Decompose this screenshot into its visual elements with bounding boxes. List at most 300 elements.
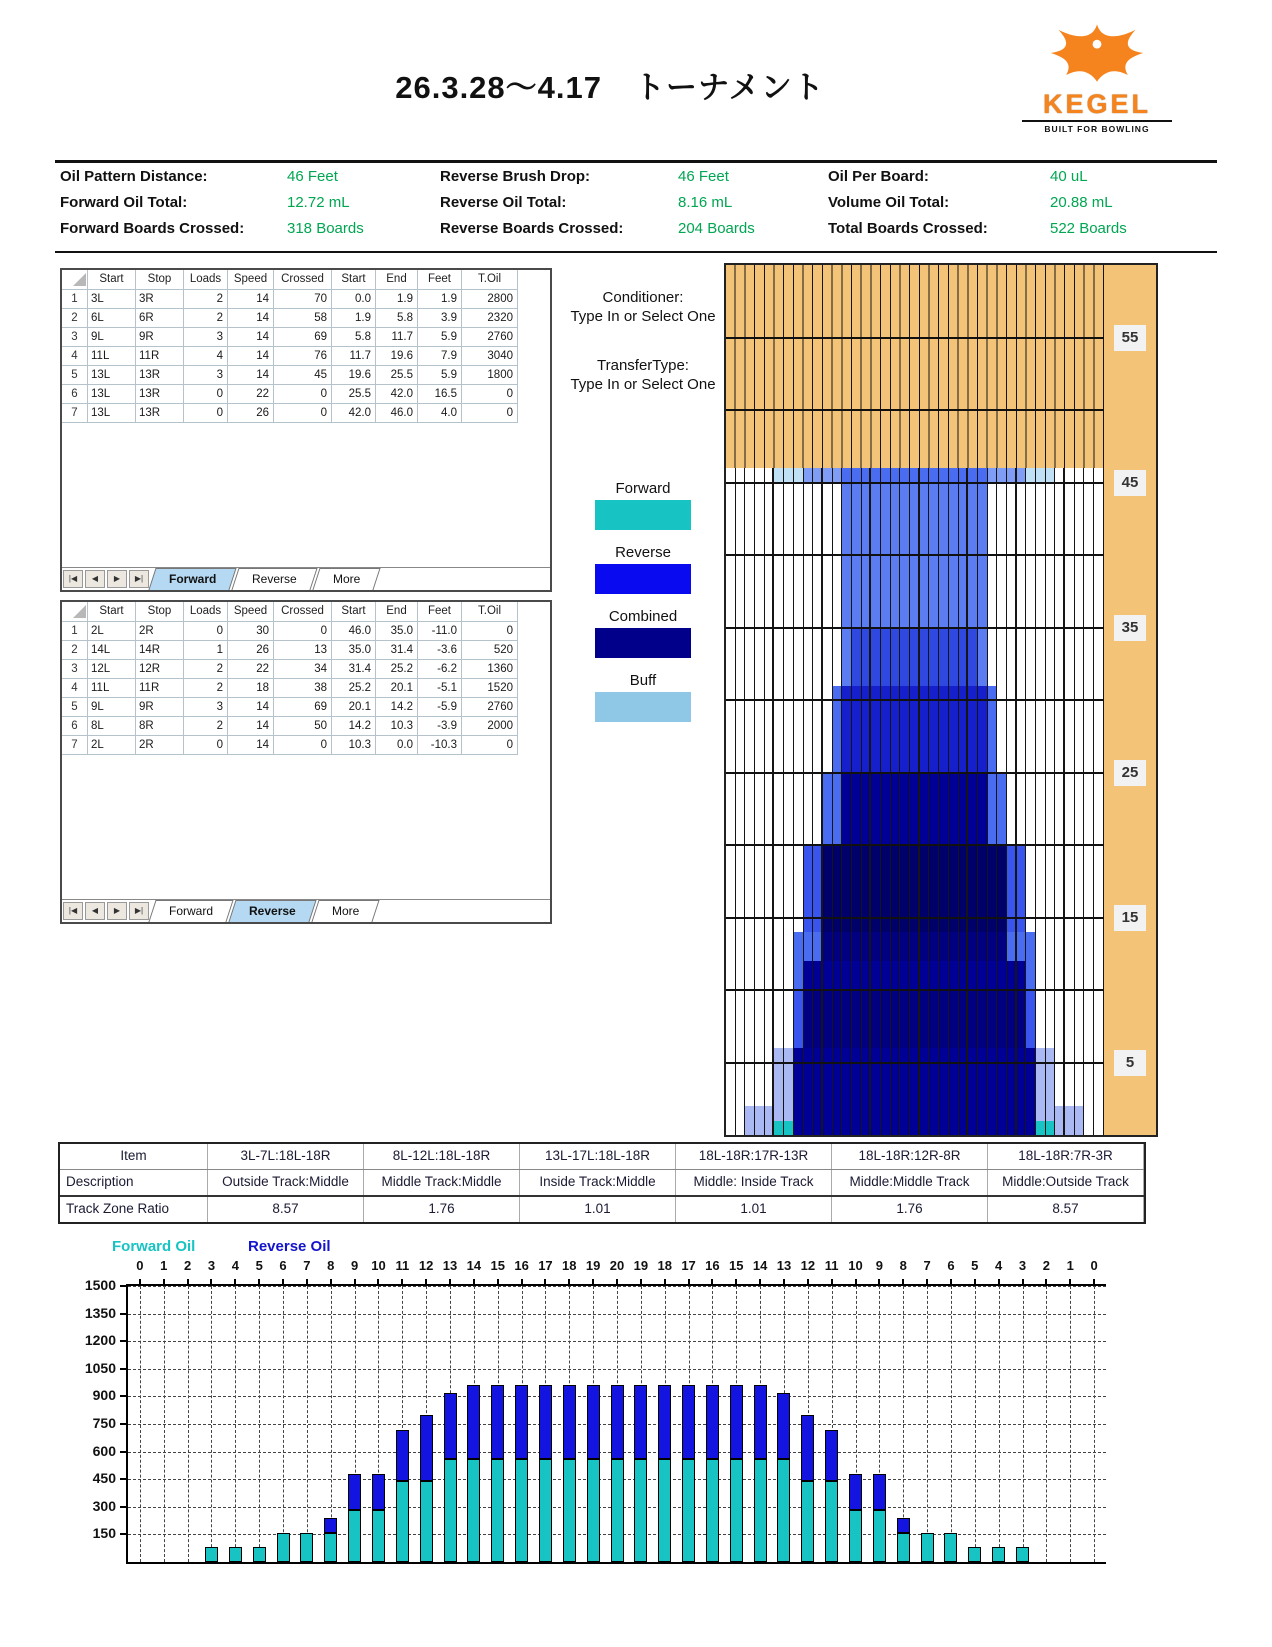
gridline-v bbox=[975, 1286, 976, 1562]
lane-cell bbox=[959, 874, 969, 889]
cell[interactable]: 38 bbox=[274, 679, 332, 698]
cell[interactable]: 9R bbox=[136, 328, 184, 347]
conditioner-field[interactable] bbox=[558, 288, 728, 326]
lane-cell bbox=[988, 1121, 998, 1136]
sheet-nav-button[interactable]: ◀ bbox=[85, 570, 105, 588]
cell[interactable]: 14 bbox=[228, 366, 274, 385]
lane-cell bbox=[910, 773, 920, 788]
lane-cell bbox=[745, 947, 755, 962]
tab-more[interactable] bbox=[312, 568, 380, 590]
cell[interactable]: 18 bbox=[228, 679, 274, 698]
lane-cell bbox=[726, 613, 736, 628]
row-number[interactable]: 2 bbox=[62, 309, 88, 328]
lane-cell bbox=[949, 468, 959, 483]
lane-cell bbox=[852, 729, 862, 744]
lane-cell bbox=[852, 700, 862, 715]
lane-cell bbox=[968, 628, 978, 643]
cell[interactable]: 5.8 bbox=[332, 328, 376, 347]
cell[interactable]: 5.9 bbox=[418, 366, 462, 385]
row-number[interactable]: 3 bbox=[62, 660, 88, 679]
cell[interactable]: 69 bbox=[274, 698, 332, 717]
lane-5ft-line bbox=[726, 844, 1104, 846]
cell[interactable]: -10.3 bbox=[418, 736, 462, 755]
cell[interactable]: 46.0 bbox=[376, 404, 418, 423]
column-header[interactable]: Crossed bbox=[274, 602, 332, 622]
lane-cell bbox=[745, 787, 755, 802]
cell[interactable]: 13L bbox=[88, 366, 136, 385]
column-header[interactable]: Start bbox=[332, 602, 376, 622]
column-header[interactable]: End bbox=[376, 270, 418, 290]
gridline-v bbox=[1046, 1286, 1047, 1562]
legend-swatch bbox=[595, 564, 691, 594]
lane-cell bbox=[1026, 845, 1036, 860]
lane-cell bbox=[813, 990, 823, 1005]
cell[interactable]: 70 bbox=[274, 290, 332, 309]
cell[interactable]: 14R bbox=[136, 641, 184, 660]
cell[interactable]: 34 bbox=[274, 660, 332, 679]
lane-cell bbox=[910, 990, 920, 1005]
cell[interactable]: 14 bbox=[228, 328, 274, 347]
cell[interactable]: 35.0 bbox=[376, 622, 418, 641]
lane-cell bbox=[784, 773, 794, 788]
cell[interactable]: 3.9 bbox=[418, 309, 462, 328]
cell[interactable]: 13 bbox=[274, 641, 332, 660]
lane-cell bbox=[745, 976, 755, 991]
cell[interactable]: 2L bbox=[88, 622, 136, 641]
cell[interactable]: 14 bbox=[228, 347, 274, 366]
cell[interactable]: 22 bbox=[228, 385, 274, 404]
cell[interactable]: 2R bbox=[136, 622, 184, 641]
lane-cell bbox=[871, 860, 881, 875]
cell[interactable]: 22 bbox=[228, 660, 274, 679]
cell[interactable]: 0 bbox=[274, 622, 332, 641]
lane-cell bbox=[736, 889, 746, 904]
tab-forward[interactable] bbox=[148, 568, 236, 590]
sheet-nav-button[interactable]: |◀ bbox=[63, 570, 83, 588]
lane-cell bbox=[1055, 1121, 1065, 1136]
sheet-nav-button[interactable]: ▶| bbox=[129, 570, 149, 588]
cell[interactable]: 50 bbox=[274, 717, 332, 736]
cell[interactable]: 14 bbox=[228, 736, 274, 755]
cell[interactable]: 2L bbox=[88, 736, 136, 755]
lane-cell bbox=[997, 1034, 1007, 1049]
cell[interactable]: 3040 bbox=[462, 347, 518, 366]
lane-cell bbox=[745, 802, 755, 817]
lane-cell bbox=[862, 642, 872, 657]
row-number[interactable]: 5 bbox=[62, 698, 88, 717]
lane-cell bbox=[784, 802, 794, 817]
cell[interactable]: 14.2 bbox=[332, 717, 376, 736]
lane-cell bbox=[755, 541, 765, 556]
cell[interactable]: 0 bbox=[184, 622, 228, 641]
cell[interactable]: 1360 bbox=[462, 660, 518, 679]
cell[interactable]: -11.0 bbox=[418, 622, 462, 641]
lane-cell bbox=[852, 1063, 862, 1078]
cell[interactable]: 8R bbox=[136, 717, 184, 736]
lane-cell bbox=[1017, 729, 1027, 744]
lane-cell bbox=[988, 1063, 998, 1078]
cell[interactable]: 1.9 bbox=[332, 309, 376, 328]
stat-label: Oil Per Board: bbox=[828, 168, 929, 185]
bar-forward bbox=[444, 1459, 457, 1562]
cell[interactable]: 58 bbox=[274, 309, 332, 328]
transfer-value[interactable]: Type In or Select One bbox=[570, 376, 716, 393]
lane-cell bbox=[881, 1019, 891, 1034]
lane-cell bbox=[1036, 758, 1046, 773]
lane-cell bbox=[978, 526, 988, 541]
conditioner-value[interactable]: Type In or Select One bbox=[570, 308, 716, 325]
cell[interactable]: 2 bbox=[184, 290, 228, 309]
cell[interactable]: -5.9 bbox=[418, 698, 462, 717]
cell[interactable]: 5.8 bbox=[376, 309, 418, 328]
cell[interactable]: 0 bbox=[462, 404, 518, 423]
lane-cell bbox=[1094, 1005, 1104, 1020]
lane-cell bbox=[1055, 816, 1065, 831]
lane-cell bbox=[959, 932, 969, 947]
lane-cell bbox=[1036, 541, 1046, 556]
lane-cell bbox=[1007, 599, 1017, 614]
lane-cell bbox=[959, 1005, 969, 1020]
lane-cell bbox=[1055, 918, 1065, 933]
cell[interactable]: 16.5 bbox=[418, 385, 462, 404]
cell[interactable]: 11L bbox=[88, 679, 136, 698]
row-number[interactable]: 1 bbox=[62, 290, 88, 309]
sheet-nav-button[interactable]: ▶ bbox=[107, 902, 127, 920]
cell[interactable]: 14 bbox=[228, 717, 274, 736]
cell[interactable]: 12L bbox=[88, 660, 136, 679]
bar-reverse bbox=[396, 1430, 409, 1482]
lane-cell bbox=[755, 512, 765, 527]
cell[interactable]: 0 bbox=[184, 736, 228, 755]
lane-cell bbox=[833, 918, 843, 933]
cell[interactable]: 2760 bbox=[462, 328, 518, 347]
row-number[interactable]: 6 bbox=[62, 717, 88, 736]
gridline-v bbox=[188, 1286, 189, 1562]
cell[interactable]: 9L bbox=[88, 328, 136, 347]
cell[interactable]: 0 bbox=[462, 736, 518, 755]
row-number[interactable]: 4 bbox=[62, 679, 88, 698]
cell[interactable]: 6R bbox=[136, 309, 184, 328]
lane-cell bbox=[1036, 918, 1046, 933]
cell[interactable]: 31.4 bbox=[376, 641, 418, 660]
transfer-type-field[interactable] bbox=[558, 356, 728, 394]
lane-cell bbox=[823, 918, 833, 933]
distance-label: 55 bbox=[1114, 325, 1146, 351]
cell[interactable]: 2 bbox=[184, 660, 228, 679]
tab-reverse[interactable] bbox=[232, 568, 318, 590]
cell[interactable]: 10.3 bbox=[332, 736, 376, 755]
lane-cell bbox=[1017, 787, 1027, 802]
cell[interactable]: 13L bbox=[88, 385, 136, 404]
cell[interactable]: 7.9 bbox=[418, 347, 462, 366]
lane-cell bbox=[813, 642, 823, 657]
lane-cell bbox=[1007, 642, 1017, 657]
lane-cell bbox=[968, 990, 978, 1005]
column-header[interactable]: T.Oil bbox=[462, 602, 518, 622]
lane-cell bbox=[949, 700, 959, 715]
cell[interactable]: -6.2 bbox=[418, 660, 462, 679]
cell[interactable]: 0.0 bbox=[332, 290, 376, 309]
cell[interactable]: 1520 bbox=[462, 679, 518, 698]
sheet-nav-button[interactable]: ▶ bbox=[107, 570, 127, 588]
cell[interactable]: 19.6 bbox=[332, 366, 376, 385]
lane-cell bbox=[765, 1121, 775, 1136]
sheet-nav-button[interactable]: ▶| bbox=[129, 902, 149, 920]
column-header[interactable]: Feet bbox=[418, 270, 462, 290]
cell[interactable]: 25.2 bbox=[376, 660, 418, 679]
lane-cell bbox=[881, 1034, 891, 1049]
column-header[interactable]: Stop bbox=[136, 602, 184, 622]
lane-cell bbox=[910, 744, 920, 759]
cell[interactable]: 25.5 bbox=[376, 366, 418, 385]
table-row bbox=[62, 309, 550, 328]
column-header[interactable]: End bbox=[376, 602, 418, 622]
cell[interactable]: 3R bbox=[136, 290, 184, 309]
y-axis-tick-label: 1350 bbox=[84, 1304, 116, 1321]
cell[interactable]: 0 bbox=[274, 404, 332, 423]
lane-cell bbox=[804, 860, 814, 875]
cell[interactable]: 46.0 bbox=[332, 622, 376, 641]
column-header[interactable]: Loads bbox=[184, 270, 228, 290]
column-header[interactable]: Speed bbox=[228, 602, 274, 622]
cell[interactable]: 4 bbox=[184, 347, 228, 366]
tab-more[interactable] bbox=[311, 900, 379, 922]
cell[interactable]: 0 bbox=[274, 385, 332, 404]
cell[interactable]: 19.6 bbox=[376, 347, 418, 366]
bar-forward bbox=[420, 1481, 433, 1562]
cell[interactable]: -3.9 bbox=[418, 717, 462, 736]
lane-cell bbox=[988, 918, 998, 933]
column-header[interactable]: Feet bbox=[418, 602, 462, 622]
lane-cell bbox=[1055, 1019, 1065, 1034]
cell[interactable]: 26 bbox=[228, 641, 274, 660]
tab-reverse[interactable] bbox=[228, 900, 316, 922]
lane-cell bbox=[813, 918, 823, 933]
lane-cell bbox=[765, 628, 775, 643]
lane-cell bbox=[1065, 874, 1075, 889]
cell[interactable]: 1.9 bbox=[418, 290, 462, 309]
row-number[interactable]: 2 bbox=[62, 641, 88, 660]
cell[interactable]: 20.1 bbox=[332, 698, 376, 717]
row-number[interactable]: 4 bbox=[62, 347, 88, 366]
lane-cell bbox=[736, 860, 746, 875]
lane-cell bbox=[900, 541, 910, 556]
cell[interactable]: 2 bbox=[184, 679, 228, 698]
lane-cell bbox=[929, 555, 939, 570]
cell[interactable]: 25.2 bbox=[332, 679, 376, 698]
cell[interactable]: 2 bbox=[184, 717, 228, 736]
lane-cell bbox=[968, 468, 978, 483]
column-header[interactable]: Loads bbox=[184, 602, 228, 622]
cell[interactable]: 4.0 bbox=[418, 404, 462, 423]
cell[interactable]: 12R bbox=[136, 660, 184, 679]
cell[interactable]: 1.9 bbox=[376, 290, 418, 309]
lane-cell bbox=[1026, 787, 1036, 802]
cell[interactable]: 0 bbox=[184, 404, 228, 423]
lane-cell bbox=[755, 816, 765, 831]
lane-cell bbox=[920, 628, 930, 643]
cell[interactable]: 2760 bbox=[462, 698, 518, 717]
lane-cell bbox=[1055, 628, 1065, 643]
cell[interactable]: 0.0 bbox=[376, 736, 418, 755]
cell[interactable]: 42.0 bbox=[332, 404, 376, 423]
lane-cell bbox=[1065, 541, 1075, 556]
stat-value: 46 Feet bbox=[678, 168, 729, 185]
lane-cell bbox=[1075, 932, 1085, 947]
cell[interactable]: 2800 bbox=[462, 290, 518, 309]
lane-cell bbox=[988, 860, 998, 875]
column-header[interactable]: Stop bbox=[136, 270, 184, 290]
cell[interactable]: 14 bbox=[228, 309, 274, 328]
lane-cell bbox=[1065, 903, 1075, 918]
column-header[interactable]: Start bbox=[88, 602, 136, 622]
cell[interactable]: 0 bbox=[462, 622, 518, 641]
cell[interactable]: 520 bbox=[462, 641, 518, 660]
ratio-cell: 8.57 bbox=[988, 1197, 1144, 1222]
cell[interactable]: 42.0 bbox=[376, 385, 418, 404]
cell[interactable]: 1800 bbox=[462, 366, 518, 385]
lane-cell bbox=[1065, 990, 1075, 1005]
row-number[interactable]: 7 bbox=[62, 736, 88, 755]
cell[interactable]: 8L bbox=[88, 717, 136, 736]
cell[interactable]: 5.9 bbox=[418, 328, 462, 347]
cell[interactable]: 0 bbox=[462, 385, 518, 404]
lane-cell bbox=[939, 816, 949, 831]
column-header[interactable]: Start bbox=[88, 270, 136, 290]
lane-cell bbox=[1065, 787, 1075, 802]
cell[interactable]: 31.4 bbox=[332, 660, 376, 679]
cell[interactable]: 13R bbox=[136, 366, 184, 385]
cell[interactable]: 1 bbox=[184, 641, 228, 660]
lane-cell bbox=[736, 1106, 746, 1121]
row-number[interactable]: 6 bbox=[62, 385, 88, 404]
select-all-corner[interactable] bbox=[62, 602, 88, 622]
cell[interactable]: 11R bbox=[136, 347, 184, 366]
cell[interactable]: 25.5 bbox=[332, 385, 376, 404]
lane-cell bbox=[842, 686, 852, 701]
row-number[interactable]: 3 bbox=[62, 328, 88, 347]
cell[interactable]: 11.7 bbox=[376, 328, 418, 347]
cell[interactable]: 35.0 bbox=[332, 641, 376, 660]
cell[interactable]: 9L bbox=[88, 698, 136, 717]
cell[interactable]: 3L bbox=[88, 290, 136, 309]
lane-cell bbox=[871, 947, 881, 962]
cell[interactable]: 11L bbox=[88, 347, 136, 366]
x-axis-tick-label: 6 bbox=[279, 1258, 287, 1273]
lane-cell bbox=[988, 1092, 998, 1107]
cell[interactable]: 13L bbox=[88, 404, 136, 423]
cell[interactable]: 0 bbox=[274, 736, 332, 755]
lane-cell bbox=[900, 555, 910, 570]
cell[interactable]: 14.2 bbox=[376, 698, 418, 717]
cell[interactable]: 76 bbox=[274, 347, 332, 366]
lane-cell bbox=[949, 744, 959, 759]
lane-cell bbox=[774, 773, 784, 788]
cell[interactable]: 10.3 bbox=[376, 717, 418, 736]
lane-cell bbox=[871, 657, 881, 672]
tab-forward[interactable] bbox=[148, 900, 233, 922]
lane-cell bbox=[823, 932, 833, 947]
lane-cell bbox=[784, 932, 794, 947]
cell[interactable]: -5.1 bbox=[418, 679, 462, 698]
lane-cell bbox=[929, 686, 939, 701]
cell[interactable]: 30 bbox=[228, 622, 274, 641]
x-axis-tick-label: 9 bbox=[350, 1258, 359, 1273]
lane-cell bbox=[852, 657, 862, 672]
column-header[interactable]: Speed bbox=[228, 270, 274, 290]
column-header[interactable]: Start bbox=[332, 270, 376, 290]
lane-cell bbox=[900, 961, 910, 976]
lane-cell bbox=[1084, 1077, 1094, 1092]
cell[interactable]: 20.1 bbox=[376, 679, 418, 698]
lane-cell bbox=[1075, 512, 1085, 527]
ratio-cell: 13L-17L:18L-18R bbox=[520, 1144, 676, 1169]
lane-cell bbox=[959, 526, 969, 541]
lane-cell bbox=[1065, 512, 1075, 527]
lane-cell bbox=[852, 1077, 862, 1092]
sheet-nav-button[interactable]: ◀ bbox=[85, 902, 105, 920]
lane-cell bbox=[833, 1063, 843, 1078]
lane-cell bbox=[881, 1121, 891, 1136]
cell[interactable]: 0 bbox=[184, 385, 228, 404]
lane-cell bbox=[852, 599, 862, 614]
cell[interactable]: 11R bbox=[136, 679, 184, 698]
bar-forward bbox=[897, 1533, 910, 1562]
cell[interactable]: 6L bbox=[88, 309, 136, 328]
cell[interactable]: 13R bbox=[136, 404, 184, 423]
row-number[interactable]: 5 bbox=[62, 366, 88, 385]
x-axis-tick-label: 19 bbox=[633, 1258, 649, 1273]
select-all-corner[interactable] bbox=[62, 270, 88, 290]
lane-cell bbox=[842, 628, 852, 643]
cell[interactable]: -3.6 bbox=[418, 641, 462, 660]
cell[interactable]: 45 bbox=[274, 366, 332, 385]
cell[interactable]: 14 bbox=[228, 698, 274, 717]
lane-cell bbox=[891, 1077, 901, 1092]
cell[interactable]: 3 bbox=[184, 698, 228, 717]
sheet-nav-button[interactable]: |◀ bbox=[63, 902, 83, 920]
cell[interactable]: 13R bbox=[136, 385, 184, 404]
lane-cell bbox=[823, 990, 833, 1005]
cell[interactable]: 3 bbox=[184, 366, 228, 385]
cell[interactable]: 2 bbox=[184, 309, 228, 328]
lane-cell bbox=[833, 1077, 843, 1092]
cell[interactable]: 3 bbox=[184, 328, 228, 347]
cell[interactable]: 14L bbox=[88, 641, 136, 660]
row-number[interactable]: 7 bbox=[62, 404, 88, 423]
lane-cell bbox=[910, 657, 920, 672]
column-header[interactable]: T.Oil bbox=[462, 270, 518, 290]
lane-cell bbox=[939, 512, 949, 527]
lane-cell bbox=[842, 1077, 852, 1092]
lane-cell bbox=[968, 860, 978, 875]
column-header[interactable]: Crossed bbox=[274, 270, 332, 290]
cell[interactable]: 26 bbox=[228, 404, 274, 423]
lane-cell bbox=[1055, 947, 1065, 962]
cell[interactable]: 14 bbox=[228, 290, 274, 309]
lane-row bbox=[726, 570, 1104, 585]
cell[interactable]: 2000 bbox=[462, 717, 518, 736]
lane-cell bbox=[784, 918, 794, 933]
cell[interactable]: 69 bbox=[274, 328, 332, 347]
cell[interactable]: 11.7 bbox=[332, 347, 376, 366]
cell[interactable]: 2320 bbox=[462, 309, 518, 328]
lane-cell bbox=[1007, 512, 1017, 527]
row-number[interactable]: 1 bbox=[62, 622, 88, 641]
cell[interactable]: 2R bbox=[136, 736, 184, 755]
bar-forward bbox=[849, 1510, 862, 1562]
cell[interactable]: 9R bbox=[136, 698, 184, 717]
